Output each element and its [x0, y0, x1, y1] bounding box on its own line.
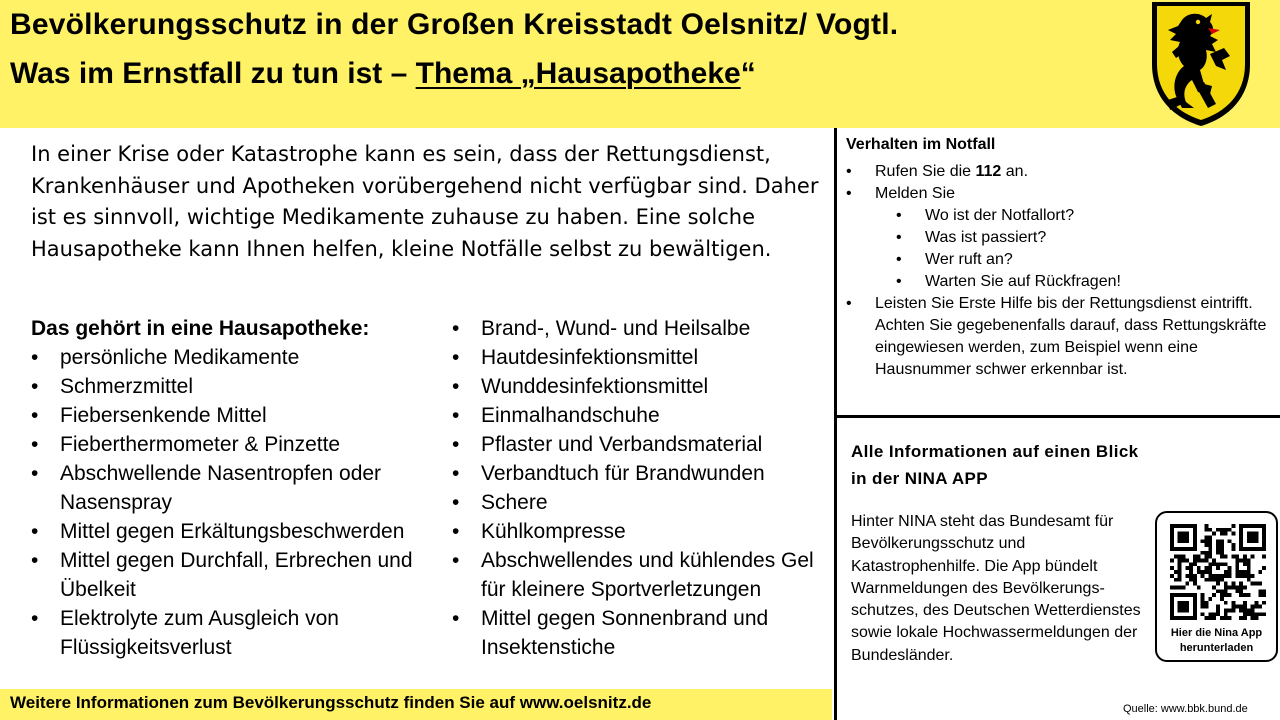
coat-of-arms-icon	[1146, 0, 1256, 128]
emergency-number: 112	[975, 163, 1002, 180]
list-item: • Schere	[452, 488, 827, 517]
page-subtitle	[10, 57, 756, 91]
column-divider	[834, 128, 837, 720]
notfall-question: • Was ist passiert?	[896, 227, 1276, 249]
list-item: • Abschwellende Nasentropfen oder Nasenspray	[31, 459, 441, 517]
list-item: • Kühlkompresse	[452, 517, 827, 546]
sidebar-divider	[836, 415, 1280, 418]
list-item: • Verbandtuch für Brandwunden	[452, 459, 827, 488]
notfall-call-item	[846, 161, 1276, 183]
call-prefix: Rufen Sie die	[875, 163, 976, 180]
call-suffix: an.	[1001, 163, 1029, 180]
nina-heading: Alle Informationen auf einen Blick in der NINA APP	[851, 442, 1139, 488]
notfall-question: • Wer ruft an?	[896, 249, 1276, 271]
list-item: • Brand-, Wund- und Heilsalbe	[452, 314, 827, 343]
page-title: Bevölkerungsschutz in der Großen Kreisstadt Oelsnitz/ Vogtl.	[10, 8, 899, 41]
list-item: • Mittel gegen Erkältungsbeschwerden	[31, 517, 441, 546]
hausapotheke-list-left	[31, 343, 441, 662]
list-item: • Mittel gegen Durchfall, Erbrechen und Übelkeit	[31, 546, 441, 604]
subtitle-suffix: “	[740, 57, 756, 90]
subtitle-prefix: Was im Ernstfall zu tun ist –	[10, 57, 416, 90]
notfall-heading: Verhalten im Notfall	[846, 136, 996, 153]
list-item: • Pflaster und Verbandsmaterial	[452, 430, 827, 459]
list-item: • Mittel gegen Sonnenbrand und Insektenstiche	[452, 604, 827, 662]
nina-qr-card[interactable]	[1155, 511, 1278, 662]
notfall-erste-hilfe-item: • Leisten Sie Erste Hilfe bis der Rettungsdienst eintrifft. Achten Sie gegebenenfalls darauf, dass Rettungskräfte eingewiesen werden, zum Beispiel wenn eine Hausnummer schwer erkennbar ist.	[846, 293, 1276, 381]
hausapotheke-list-right	[452, 314, 827, 662]
list-item: • Abschwellendes und kühlendes Gel für kleinere Sportverletzungen	[452, 546, 827, 604]
list-item: • Einmalhandschuhe	[452, 401, 827, 430]
footer-info-text: Weitere Informationen zum Bevölkerungsschutz finden Sie auf www.oelsnitz.de	[10, 693, 652, 712]
hausapotheke-heading: Das gehört in eine Hausapotheke:	[31, 317, 370, 340]
source-credit: Quelle: www.bbk.bund.de	[1123, 703, 1248, 715]
notfall-list	[846, 161, 1276, 381]
qr-code-icon[interactable]	[1170, 524, 1266, 620]
list-item: • Fieberthermometer & Pinzette	[31, 430, 441, 459]
qr-caption: Hier die Nina App herunterladen	[1170, 627, 1263, 654]
list-item: • persönliche Medikamente	[31, 343, 441, 372]
list-item: • Schmerzmittel	[31, 372, 441, 401]
list-item: • Fiebersenkende Mittel	[31, 401, 441, 430]
list-item: • Hautdesinfektionsmittel	[452, 343, 827, 372]
notfall-melden-item: • Melden Sie	[846, 183, 1276, 205]
list-item: • Elektrolyte zum Ausgleich von Flüssigkeitsverlust	[31, 604, 441, 662]
subtitle-topic: Thema „Hausapotheke	[415, 57, 741, 90]
nina-description: Hinter NINA steht das Bundesamt für Bevölkerungsschutz und Katastrophenhilfe. Die App bündelt Warnmeldungen des Bevölkerungs-schutzes, des Deutschen Wetterdienstes sowie lokale Hochwassermeldungen der Bundesländer.	[851, 513, 1141, 664]
notfall-question: • Warten Sie auf Rückfragen!	[896, 271, 1276, 293]
intro-paragraph: In einer Krise oder Katastrophe kann es sein, dass der Rettungsdienst, Krankenhäuser und Apotheken vorübergehend nicht verfügbar sind. Daher ist es sinnvoll, wichtige Medikamente zuhause zu haben. Eine solche Hausapotheke kann Ihnen helfen, kleine Notfälle selbst zu bewältigen.	[31, 142, 819, 261]
list-item: • Wunddesinfektionsmittel	[452, 372, 827, 401]
notfall-question: • Wo ist der Notfallort?	[896, 205, 1276, 227]
